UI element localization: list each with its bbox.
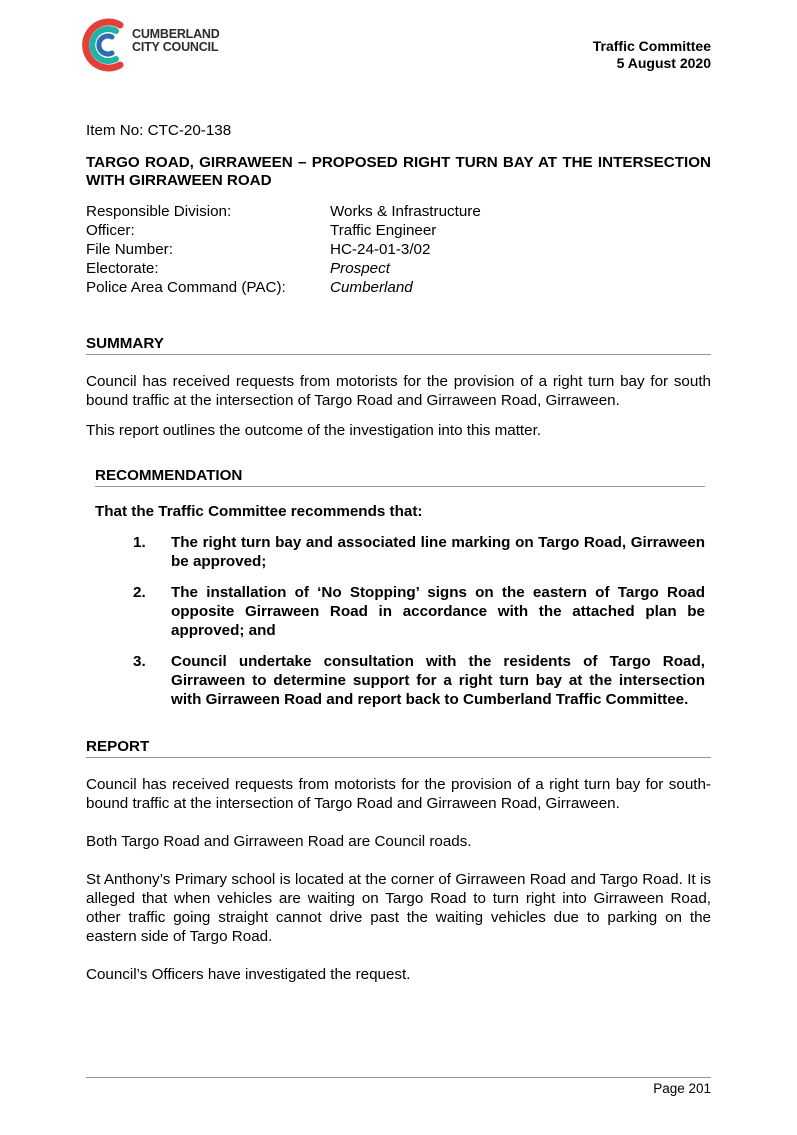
report-paragraph: St Anthony’s Primary school is located at the corner of Girraween Road and Targo Road. It is alleged that when vehicles are waiting on Targo Road to turn right into Girraween Road, other traffic going straight cannot drive past the waiting vehicles due to parking on the eastern side of Targo Road.: [86, 871, 711, 945]
report-body: [86, 121, 711, 984]
meta-value: HC-24-01-3/02: [330, 241, 431, 258]
report-metadata: [86, 202, 711, 297]
item-number: Item No: CTC-20-138: [86, 122, 232, 139]
meta-label: Responsible Division:: [86, 203, 232, 220]
meta-value: Works & Infrastructure: [330, 203, 481, 220]
meta-label: Electorate:: [86, 260, 159, 277]
meeting-date: 5 August 2020: [616, 55, 711, 71]
report-paragraph: Council’s Officers have investigated the request.: [86, 966, 411, 983]
report-title: TARGO ROAD, GIRRAWEEN – PROPOSED RIGHT TURN BAY AT THE INTERSECTION WITH GIRRAWEEN ROAD: [86, 154, 711, 189]
recommendation-list: [95, 533, 705, 709]
summary-heading: SUMMARY: [86, 334, 711, 355]
list-text: The right turn bay and associated line marking on Targo Road, Girraween be approved;: [171, 534, 705, 570]
meeting-name: Traffic Committee: [592, 38, 711, 54]
list-item: [95, 533, 705, 571]
meta-label: Officer:: [86, 222, 135, 239]
recommendation-intro: That the Traffic Committee recommends that:: [95, 503, 423, 520]
recommendation-heading: RECOMMENDATION: [95, 466, 705, 487]
logo-text: [132, 28, 220, 54]
report-paragraph: Both Targo Road and Girraween Road are Council roads.: [86, 833, 472, 850]
meta-value: Prospect: [330, 260, 390, 277]
summary-paragraph: This report outlines the outcome of the investigation into this matter.: [86, 422, 542, 439]
logo-line-2: CITY COUNCIL: [132, 40, 219, 54]
list-item: [95, 583, 705, 640]
meta-value: Traffic Engineer: [330, 222, 437, 239]
page-number: Page 201: [653, 1081, 711, 1096]
report-paragraph: Council has received requests from motorists for the provision of a right turn bay for south-bound traffic at the intersection of Targo Road and Girraween Road, Girraween.: [86, 776, 711, 812]
meta-label: File Number:: [86, 241, 173, 258]
meta-value: Cumberland: [330, 279, 413, 296]
meeting-header: [593, 38, 711, 72]
logo-line-1: CUMBERLAND: [132, 27, 220, 41]
list-number: 3.: [133, 653, 146, 670]
recommendation-section: [95, 466, 705, 709]
list-text: Council undertake consultation with the residents of Targo Road, Girraween to determine support for a right turn bay at the intersection with Girraween Road and report back to Cumberland Traffic Committee.: [171, 653, 705, 708]
report-heading: REPORT: [86, 737, 711, 758]
footer-divider: [86, 1077, 711, 1078]
list-item: [95, 652, 705, 709]
list-number: 2.: [133, 584, 146, 601]
council-logo-icon: [76, 14, 132, 76]
council-logo: [76, 14, 236, 76]
meta-label: Police Area Command (PAC):: [86, 279, 286, 296]
list-number: 1.: [133, 534, 146, 551]
summary-paragraph: Council has received requests from motorists for the provision of a right turn bay for south bound traffic at the intersection of Targo Road and Girraween Road, Girraween.: [86, 373, 711, 409]
list-text: The installation of ‘No Stopping’ signs on the eastern of Targo Road opposite Girraween Road in accordance with the attached plan be approved; and: [171, 584, 705, 639]
